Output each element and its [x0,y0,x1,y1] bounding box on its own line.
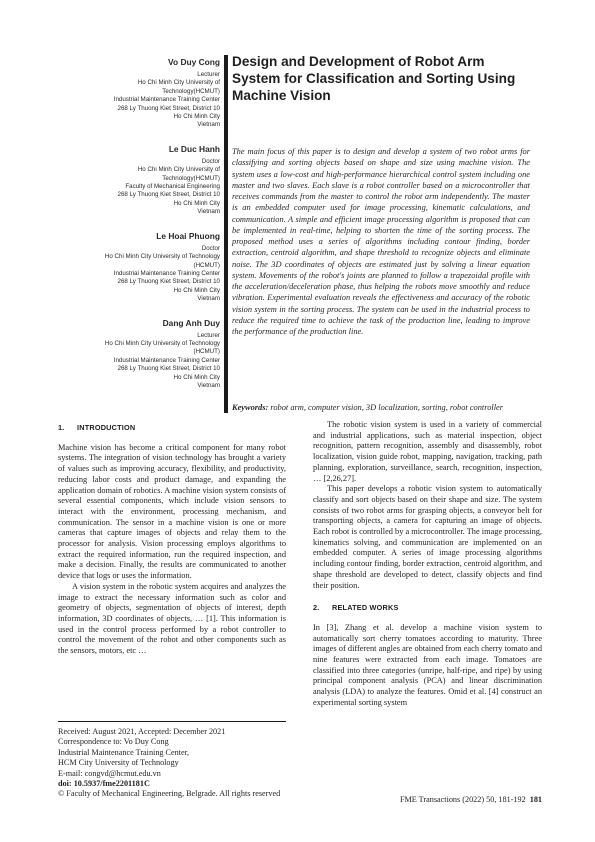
author-city: Ho Chi Minh City [173,286,220,294]
right-column [313,420,542,709]
paragraph: In [3], Zhang et al. develop a machine vision system to automatically sort cherry tomatoes according to maturity. Three images of different angles are obtained from each cherry tomato and nine features were extracted from each image. Tomatoes are classified into three categories (unripe, half-ripe, and ripe) by using principal component analysis (PCA) and linear discrimination analysis (LDA) to analyze the features. Omid et al. [4] construct an experimental sorting system [313,622,542,707]
author-country: Vietnam [197,295,220,303]
paragraph: Machine vision has become a critical component for many robot systems. The integration of vision technology has brought a variety of values such as improving accuracy, flexibility, and productivity, reducing labor costs and product damage, and expanding the application domain of robotics. A machine vision system consists of several essential components, which include vision sensors to interact with the environment, processing mechanism, and communication. The sensor in a machine vision is one or more cameras that capture images of objects and relay them to the processor for analysis. Vision processing employs algorithms to extract the required information, run the required inspection, and make a decision. Finally, the results are communicated to another device that logs or uses the information. [58,442,286,581]
author-title: Lecturer [197,71,220,78]
author-affiliation: Ho Chi Minh City University of [137,79,220,87]
author-title: Lecturer [197,331,220,339]
author-affiliation: (HCMUT) [193,261,220,269]
author-3 [40,231,220,304]
paragraph: A vision system in the robotic system acquires and analyzes the image to extract the necessary information such as color and geometry of objects, segmentation of objects of interest, depth information, 3D coordinates of objects, … [1]. This information is used in the control process performed by a robot controller to control the movement of the robot and other components such as the sensors, motors, etc … [58,581,286,656]
author-city: Ho Chi Minh City [173,113,220,121]
doi: doi: 10.5937/fme2201181C [58,779,150,789]
author-department: Industrial Maintenance Training Center [113,356,220,364]
author-affiliation: Technology(HCMUT) [162,174,220,182]
author-4 [40,318,220,391]
copyright: © Faculty of Mechanical Engineering, Belgrade. All rights reserved [58,789,281,799]
author-city: Ho Chi Minh City [173,199,220,207]
author-1 [40,57,220,130]
abstract: The main focus of this paper is to design and develop a system of two robot arms for classifying and sorting objects based on shape and size using machine vision. The system uses a low-cost and high-performance hierarchical control system including one master and two slaves. Each slave is a robot controller based on a microcontroller that receives commands from the master to control the robot arm independently. The master is an embedded computer used for image processing, kinematic calculations, and communication. A simple and efficient image processing algorithm is proposed that can be implemented in real-time, helping to shorten the time of the sorting process. The proposed method uses a series of algorithms including contour finding, border extraction, centroid algorithm, and shape threshold to recognize objects and eliminate noise. The 3D coordinates of objects are estimated just by solving a linear equation system. Movements of the robot's joints are planned to follow a trapezoidal profile with the acceleration/deceleration phase, thus helping the robots move smoothly and reduce vibration. Experimental evaluation reveals the effectiveness and accuracy of the robotic vision system in the sorting process. The system can be used in the industrial process to reduce the required time to achieve the task of the production line, leading to improve the performance of the production line. [232,147,530,336]
author-affiliation: Ho Chi Minh City University of [137,166,220,174]
footnote-rule [58,721,286,722]
author-address: 268 Ly Thuong Kiet Street, District 10 [117,191,220,199]
author-address: 268 Ly Thuong Kiet Street, District 10 [117,365,220,373]
section-number: 1. [58,423,65,432]
paragraph: This paper develops a robotic vision system to automatically classify and sort objects based on their shape and size. The system consists of two robot arms for grasping objects, a conveyor belt for transporting objects, a camera for capturing an image of objects. Each robot is controlled by a microcontroller. The image processing, kinematics solving, and communication are implemented on an embedded computer. A series of image processing algorithms including contour finding, border extraction, centroid algorithm, and shape threshold are developed to detect, classify objects and find their position. [313,484,543,590]
page-footer [400,795,542,804]
keywords-text: robot arm, computer vision, 3D localization, sorting, robot controller [268,403,504,412]
author-title: Doctor [201,244,220,252]
author-name: Vo Duy Cong [168,57,220,67]
author-affiliation: (HCMUT) [193,348,220,356]
author-city: Ho Chi Minh City [173,373,220,381]
footnotes [58,727,318,800]
correspondence-university: HCM City University of Technology [58,758,179,768]
author-block [40,57,220,404]
correspondence-email: E-mail: congvd@hcmut.edu.vn [58,768,161,778]
author-2 [40,144,220,217]
author-address: 268 Ly Thuong Kiet Street, District 10 [117,278,220,286]
author-department: Industrial Maintenance Training Center [113,269,220,277]
correspondence: Correspondence to: Vo Duy Cong [58,737,169,747]
author-affiliation: Technology(HCMUT) [162,87,220,95]
paragraph: The robotic vision system is used in a variety of commercial and industrial applications, such as material inspection, object recognition, pattern recognition, assembly and disassembly, robot localization, vision guide robot, mapping, navigation, tracking, path planning, exploration, surveillance, search, recognition, inspection, … [2,26,27]. [313,420,542,483]
section-heading-introduction [58,423,286,434]
page-number: 181 [529,795,542,804]
author-department: Faculty of Mechanical Engineering [125,183,220,191]
section-title: RELATED WORKS [332,603,399,613]
paper-title: Design and Development of Robot Arm System for Classification and Sorting Using Machine Vision [232,54,516,104]
author-name: Le Hoai Phuong [156,230,220,241]
author-name: Dang Anh Duy [162,317,220,328]
section-title: INTRODUCTION [77,423,136,432]
author-country: Vietnam [197,121,220,129]
section-heading-related-works [313,603,542,614]
journal-citation: FME Transactions (2022) 50, 181-192 [399,795,526,804]
author-country: Vietnam [197,208,220,216]
author-name: Le Duc Hanh [168,143,220,154]
correspondence-affiliation: Industrial Maintenance Training Center, [58,747,190,757]
author-affiliation: Ho Chi Minh City University of Technology [104,253,220,261]
vertical-divider [224,55,228,413]
received-date: Received: August 2021, Accepted: December 2021 [58,727,226,736]
author-title: Doctor [201,157,220,165]
author-affiliation: Ho Chi Minh City University of Technology [104,339,220,347]
keywords-label: Keywords: [232,403,269,412]
section-number: 2. [313,603,320,613]
author-country: Vietnam [197,381,220,389]
left-column [58,420,286,657]
author-department: Industrial Maintenance Training Center [113,96,220,104]
keywords [232,402,530,413]
author-address: 268 Ly Thuong Kiet Street, District 10 [117,104,220,112]
